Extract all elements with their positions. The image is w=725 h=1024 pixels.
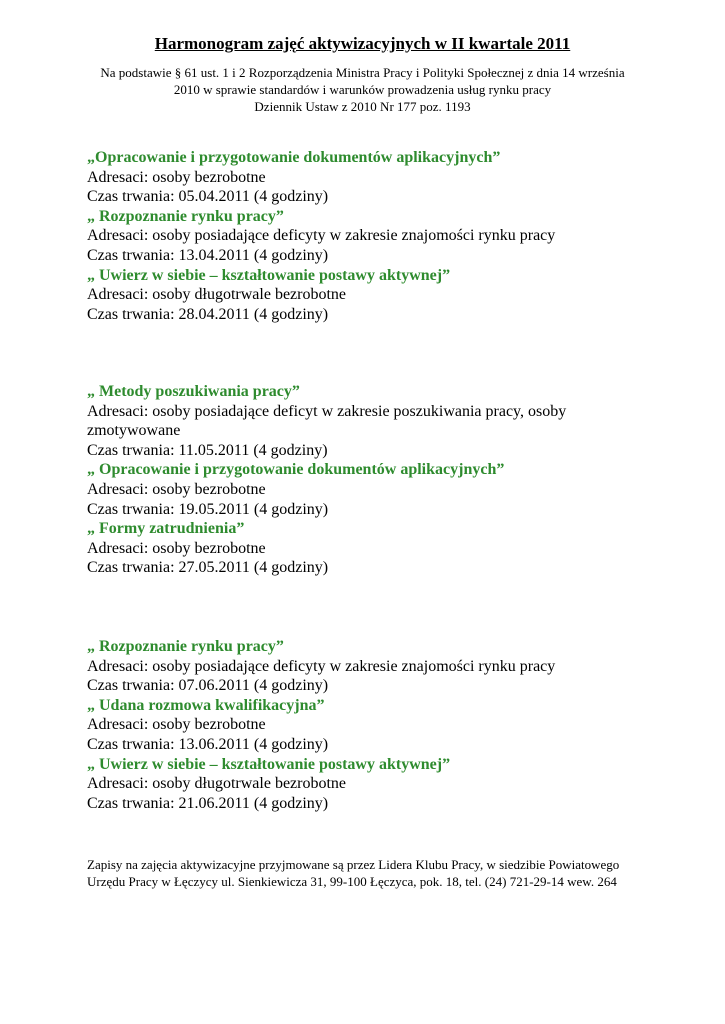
session-title: „ Opracowanie i przygotowanie dokumentów aplikacyjnych” (87, 461, 505, 479)
session-audience: Adresaci: osoby posiadające deficyty w zakresie znajomości rynku pracy (87, 227, 556, 245)
session-audience: Adresaci: osoby posiadające deficyty w zakresie znajomości rynku pracy (87, 657, 556, 675)
session-duration: Czas trwania: 28.04.2011 (4 godziny) (87, 305, 329, 323)
schedule-group-april (87, 148, 647, 324)
session-title: „ Metody poszukiwania pracy” (87, 383, 300, 400)
session-duration: Czas trwania: 07.06.2011 (4 godziny) (87, 677, 329, 695)
session-duration: Czas trwania: 05.04.2011 (4 godziny) (87, 188, 329, 206)
session-title: „Opracowanie i przygotowanie dokumentów aplikacyjnych” (87, 149, 501, 166)
session-duration: Czas trwania: 13.06.2011 (4 godziny) (87, 735, 329, 753)
legal-basis (80, 64, 645, 115)
session (87, 148, 647, 207)
session-duration: Czas trwania: 21.06.2011 (4 godziny) (87, 794, 329, 812)
session-audience: Adresaci: osoby bezrobotne (87, 480, 266, 498)
session-audience: Adresaci: osoby długotrwale bezrobotne (87, 286, 347, 304)
session-duration: Czas trwania: 19.05.2011 (4 godziny) (87, 500, 329, 518)
session (87, 755, 647, 814)
session-audience: Adresaci: osoby bezrobotne (87, 716, 266, 734)
document-title: Harmonogram zajęć aktywizacyjnych w II kwartale 2011 (154, 34, 571, 53)
legal-basis-line: Dziennik Ustaw z 2010 Nr 177 poz. 1193 (254, 99, 471, 114)
session-title: „ Uwierz w siebie – kształtowanie postawy aktywnej” (87, 755, 451, 773)
session-title: „ Uwierz w siebie – kształtowanie postawy aktywnej” (87, 266, 451, 284)
session-title: „ Formy zatrudnienia” (87, 520, 245, 538)
session-title: „ Rozpoznanie rynku pracy” (87, 207, 284, 225)
session-duration: Czas trwania: 13.04.2011 (4 godziny) (87, 246, 329, 264)
schedule-group-may (87, 382, 647, 578)
legal-basis-line: 2010 w sprawie standardów i warunków prowadzenia usług rynku pracy (173, 82, 552, 97)
session-title: „ Udana rozmowa kwalifikacyjna” (87, 696, 325, 714)
session-audience: Adresaci: osoby bezrobotne (87, 168, 266, 186)
session (87, 696, 647, 755)
registration-note: Zapisy na zajęcia aktywizacyjne przyjmowane są przez Lidera Klubu Pracy, w siedzibie Powiatowego Urzędu Pracy w Łęczycy ul. Sienkiewicza 31, 99-100 Łęczyca, pok. 18, tel. (24) 721-29-14 wew. 264 (87, 857, 620, 889)
session (87, 207, 647, 266)
session-audience: Adresaci: osoby posiadające deficyt w zakresie poszukiwania pracy, osoby zmotywowane (87, 402, 567, 440)
session-audience: Adresaci: osoby bezrobotne (87, 539, 266, 557)
session-title: „ Rozpoznanie rynku pracy” (87, 638, 284, 655)
session (87, 460, 647, 519)
session-audience: Adresaci: osoby długotrwale bezrobotne (87, 775, 347, 793)
schedule-group-june (87, 637, 647, 813)
session (87, 637, 647, 696)
session (87, 382, 647, 460)
legal-basis-line: Na podstawie § 61 ust. 1 i 2 Rozporządzenia Ministra Pracy i Polityki Społecznej z dnia 14 września (100, 65, 625, 80)
session (87, 519, 647, 578)
session (87, 266, 647, 325)
session-duration: Czas trwania: 27.05.2011 (4 godziny) (87, 559, 329, 577)
session-duration: Czas trwania: 11.05.2011 (4 godziny) (87, 441, 328, 459)
